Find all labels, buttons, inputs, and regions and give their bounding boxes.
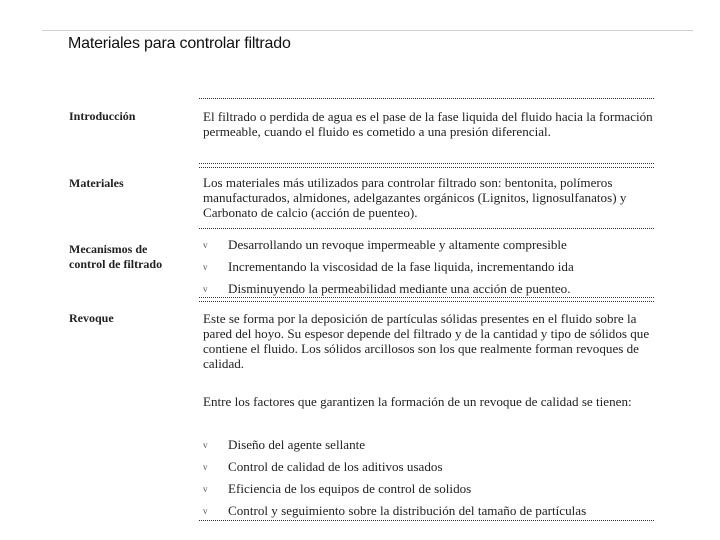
check-bullet-icon: v (203, 440, 208, 450)
section-text-materiales: Los materiales más utilizados para controlar filtrado son: bentonita, polímeros manufacturados, almidones, adelgazantes orgánicos (Lignitos, lignosulfanatos) y Carbonato de calcio (acción de puenteo). (203, 175, 627, 220)
section-text-revoque-factores: Entre los factores que garantizen la formación de un revoque de calidad se tienen: (203, 394, 632, 409)
page-title: Materiales para controlar filtrado (68, 35, 291, 52)
mecanismos-list (203, 237, 653, 303)
check-bullet-icon: v (203, 506, 208, 516)
section-separator (199, 520, 654, 521)
list-item (203, 481, 653, 503)
list-item-text: Control y seguimiento sobre la distribución del tamaño de partículas (228, 503, 587, 518)
section-label-introduccion: Introducción (69, 109, 136, 123)
check-bullet-icon: v (203, 240, 208, 250)
section-separator (199, 98, 654, 99)
list-item-text: Eficiencia de los equipos de control de solidos (228, 481, 472, 496)
section-text-revoque: Este se forma por la deposición de partículas sólidas presentes en el fluido sobre la pared del hoyo. Su espesor depende del filtrado y de la cantidad y tipo de sólidos que contiene el fluido. Los sólidos arcillosos son los que realmente forman revoques de calidad. (203, 311, 650, 371)
section-separator (199, 167, 654, 168)
section-separator (199, 297, 654, 298)
list-item-text: Incrementando la viscosidad de la fase liquida, incrementando ida (228, 259, 574, 274)
factores-list (203, 437, 653, 525)
section-text-introduccion: El filtrado o perdida de agua es el pase de la fase liquida del fluido hacia la formación permeable, cuando el fluido es cometido a una presión diferencial. (203, 109, 653, 139)
list-item (203, 503, 653, 525)
check-bullet-icon: v (203, 262, 208, 272)
top-rule (42, 30, 693, 31)
list-item-text: Disminuyendo la permeabilidad mediante una acción de puenteo. (228, 281, 571, 296)
section-label-mecanismos: Mecanismos de control de filtrado (69, 242, 163, 271)
list-item-text: Desarrollando un revoque impermeable y altamente compresible (228, 237, 567, 252)
list-item-text: Control de calidad de los aditivos usados (228, 459, 443, 474)
section-separator (199, 228, 654, 229)
section-separator (199, 301, 654, 302)
list-item (203, 259, 653, 281)
list-item (203, 437, 653, 459)
list-item-text: Diseño del agente sellante (228, 437, 366, 452)
list-item (203, 459, 653, 481)
section-label-revoque: Revoque (69, 311, 114, 325)
check-bullet-icon: v (203, 484, 208, 494)
section-label-materiales: Materiales (69, 176, 124, 190)
check-bullet-icon: v (203, 462, 208, 472)
list-item (203, 281, 653, 303)
section-separator (199, 163, 654, 164)
check-bullet-icon: v (203, 284, 208, 294)
list-item (203, 237, 653, 259)
